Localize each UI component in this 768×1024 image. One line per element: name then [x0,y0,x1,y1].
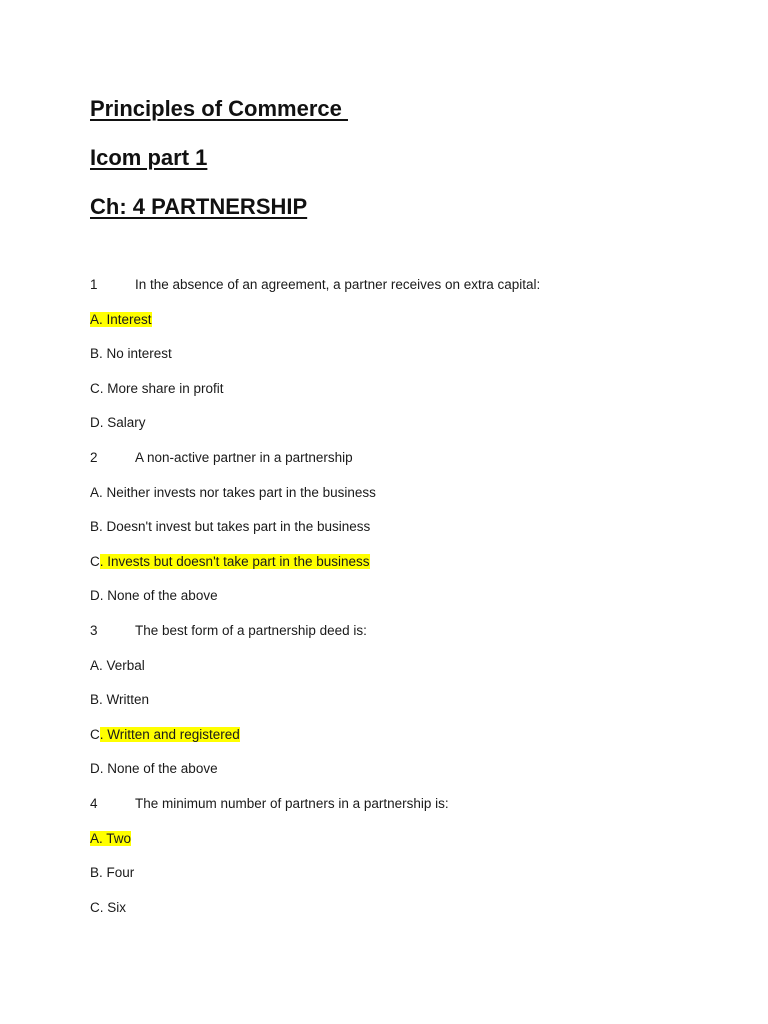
option-text: C. Six [90,899,127,915]
question-text: The best form of a partnership deed is: [135,623,367,638]
option-text: D. None of the above [90,588,218,604]
option-text: . Written and registered [99,726,240,742]
question-number: 3 [90,623,98,638]
question-text: The minimum number of partners in a partnership is: [135,796,449,811]
question-text: In the absence of an agreement, a partner receives on extra capital: [135,277,541,292]
answer-option [90,345,172,363]
option-prefix: C [90,726,100,742]
answer-option-highlighted [90,311,152,329]
option-text: B. No interest [90,346,172,362]
chapter-title: Ch: 4 PARTNERSHIP [90,194,308,219]
option-text: A. Verbal [90,657,145,673]
answer-option-highlighted [90,726,240,744]
option-text: A. Neither invests nor takes part in the business [90,484,376,500]
option-text: C. More share in profit [90,380,224,396]
option-text: D. None of the above [90,761,218,777]
question-item [90,449,353,467]
answer-option [90,414,146,432]
option-text: B. Written [90,692,150,708]
question-item [90,622,367,640]
answer-option [90,691,149,709]
answer-option [90,484,376,502]
answer-option-highlighted [90,553,370,571]
document-subtitle: Icom part 1 [90,145,208,170]
answer-option [90,760,218,778]
answer-option [90,899,126,917]
question-number: 1 [90,277,98,292]
option-text: A. Interest [90,311,152,327]
answer-option-highlighted [90,830,131,848]
option-text: B. Doesn't invest but takes part in the business [90,519,371,535]
answer-option [90,864,134,882]
option-text: D. Salary [90,415,146,431]
answer-option [90,657,145,675]
option-prefix: C [90,553,100,569]
option-text: B. Four [90,865,135,881]
question-text: A non-active partner in a partnership [135,450,353,465]
question-number: 4 [90,796,98,811]
answer-option [90,587,218,605]
answer-option [90,380,224,398]
option-text: A. Two [90,830,132,846]
question-item [90,276,540,294]
question-item [90,795,449,813]
question-number: 2 [90,450,98,465]
document-title: Principles of Commerce [90,96,348,121]
answer-option [90,518,370,536]
option-text: . Invests but doesn't take part in the business [99,553,370,569]
